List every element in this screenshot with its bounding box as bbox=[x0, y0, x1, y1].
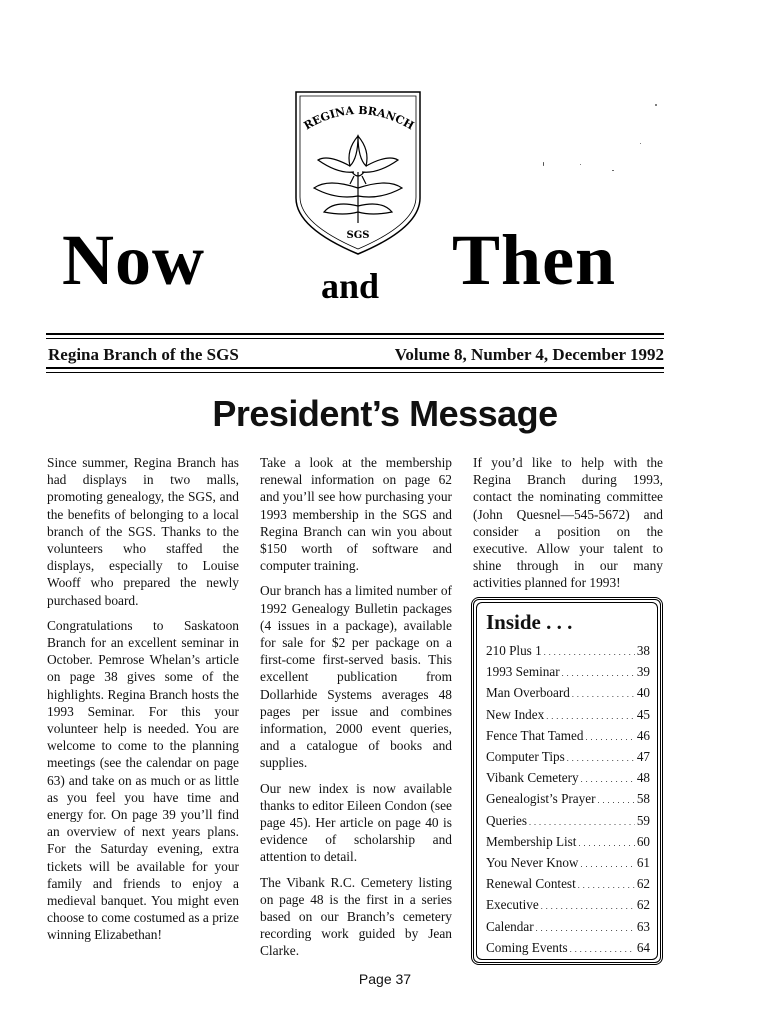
speck bbox=[655, 104, 657, 106]
toc-leader-dots bbox=[570, 938, 635, 959]
paragraph: Congratulations to Saskatoon Branch for an excellent seminar in October. Pemrose Whelan’s article on page 38 gives some of the highlights. Regina Branch hosts the 1993 Seminar. For this your volunteer help is needed. You are welcome to come to the planning meetings (see the calendar on page 63) and take on as much or as little as you feel you have time and energy for. On page 39 you’ll find an overview of next years plans. For the Saturday evening, extra tickets will be available for your family and friends to enjoy a medieval banquet. You might even choose to come costumed as a prize winning Elizabethan! bbox=[47, 617, 239, 943]
speck bbox=[580, 164, 581, 165]
toc-item bbox=[486, 789, 650, 810]
toc-item-title: Fence That Tamed bbox=[486, 727, 584, 743]
header-rule-bottom-thin bbox=[46, 372, 664, 373]
article-column-2 bbox=[260, 454, 452, 968]
toc-item-title: Computer Tips bbox=[486, 749, 565, 765]
toc-item-title: You Never Know bbox=[486, 855, 579, 871]
toc-item-page: 47 bbox=[636, 749, 650, 765]
toc-leader-dots bbox=[546, 705, 635, 726]
toc-leader-dots bbox=[585, 726, 634, 747]
paragraph: Take a look at the membership renewal information on page 62 and you’ll see how purchasing your 1993 membership in the SGS and Regina Branch can win you about $150 worth of software and computer training. bbox=[260, 455, 452, 574]
branch-name: Regina Branch of the SGS bbox=[48, 345, 239, 364]
paragraph: If you’d like to help with the Regina Branch during 1993, contact the nominating committee (John Quesnel—545-5672) and consider a position on the executive. Allow your talent to shine through in our many activities planned for 1993! bbox=[473, 455, 663, 591]
paragraph: Our new index is now available thanks to editor Eileen Condon (see page 45). Her article on page 40 is evidence of scholarship and attention to detail. bbox=[260, 780, 452, 865]
speck bbox=[640, 143, 641, 144]
toc-item bbox=[486, 832, 650, 853]
toc-leader-dots bbox=[578, 832, 634, 853]
masthead-and: and bbox=[321, 266, 380, 306]
toc-item-page: 58 bbox=[636, 791, 650, 807]
inside-title: Inside . . . bbox=[486, 610, 573, 634]
speck bbox=[612, 170, 614, 171]
toc-leader-dots bbox=[578, 874, 635, 895]
masthead-now: Now bbox=[62, 220, 205, 300]
toc-leader-dots bbox=[541, 895, 635, 916]
toc-leader-dots bbox=[572, 683, 635, 704]
toc-leader-dots bbox=[567, 747, 635, 768]
toc-item-title: Genealogist’s Prayer bbox=[486, 791, 596, 807]
toc-item bbox=[486, 853, 650, 874]
paragraph: Our branch has a limited number of 1992 Genealogy Bulletin packages (4 issues in a package), available for sale for $2 per package on a first-come first-served basis. This excellent publication from Dollarhide Systems averages 48 pages per issue and combines information, 2000 event queries, and a catalogue of books and supplies. bbox=[260, 583, 452, 771]
toc-leader-dots bbox=[562, 662, 635, 683]
toc-item-page: 39 bbox=[636, 664, 650, 680]
header-rule-bottom bbox=[46, 367, 664, 369]
toc-item-page: 60 bbox=[636, 833, 650, 849]
logo-top-text: REGINA BRANCH bbox=[301, 103, 417, 133]
toc-item bbox=[486, 641, 650, 662]
svg-text:REGINA BRANCH bbox=[302, 104, 417, 133]
toc-leader-dots bbox=[581, 768, 635, 789]
toc-item bbox=[486, 768, 650, 789]
toc-item-page: 59 bbox=[636, 812, 650, 828]
header-rule-top bbox=[46, 333, 664, 335]
toc-item bbox=[486, 895, 650, 916]
toc-item-page: 45 bbox=[636, 706, 650, 722]
toc-item bbox=[486, 917, 650, 938]
paragraph: The Vibank R.C. Cemetery listing on page 48 is the first in a series based on our Branch’s cemetery recording work guided by Jean Clarke. bbox=[260, 874, 452, 959]
toc-item bbox=[486, 662, 650, 683]
toc-item-title: 210 Plus 1 bbox=[486, 643, 542, 658]
inside-contents-box bbox=[471, 597, 663, 965]
toc-item-title: Vibank Cemetery bbox=[486, 770, 579, 786]
toc-item-title: Calendar bbox=[486, 918, 534, 934]
toc-item-page: 64 bbox=[636, 939, 650, 955]
toc-leader-dots bbox=[529, 811, 635, 832]
article-title: President’s Message bbox=[212, 393, 558, 434]
article-column-1 bbox=[47, 454, 239, 952]
toc-item bbox=[486, 705, 650, 726]
toc-item bbox=[486, 938, 650, 959]
toc-item bbox=[486, 811, 650, 832]
toc-item-page: 62 bbox=[636, 897, 650, 913]
table-of-contents bbox=[486, 641, 650, 959]
toc-item-title: Man Overboard bbox=[486, 685, 570, 701]
toc-item-title: Executive bbox=[486, 897, 539, 913]
toc-leader-dots bbox=[536, 917, 635, 938]
regina-branch-crest-icon bbox=[288, 88, 428, 258]
toc-item bbox=[486, 726, 650, 747]
toc-item-page: 46 bbox=[636, 727, 650, 743]
toc-item-title: Queries bbox=[486, 812, 528, 828]
header-rule-top-thin bbox=[46, 338, 664, 339]
toc-item-title: New Index bbox=[486, 706, 545, 722]
toc-item-page: 40 bbox=[636, 685, 650, 701]
toc-leader-dots bbox=[544, 641, 635, 662]
toc-item-title: Membership List bbox=[486, 833, 577, 849]
toc-item-page: 62 bbox=[636, 876, 650, 892]
toc-item-page: 38 bbox=[636, 643, 650, 658]
toc-item-page: 63 bbox=[636, 918, 650, 934]
page-number: Page 37 bbox=[358, 971, 412, 987]
toc-item-title: Coming Events bbox=[486, 939, 568, 955]
masthead-then: Then bbox=[452, 220, 617, 300]
toc-item-title: 1993 Seminar bbox=[486, 664, 560, 680]
paragraph: Since summer, Regina Branch has had displays in two malls, promoting genealogy, the SGS, and the benefits of belonging to a local branch of the SGS. Thanks to the volunteers who staffed the displays, especially to Louise Wooff who prepared the newly purchased board. bbox=[47, 455, 239, 608]
speck bbox=[543, 162, 544, 166]
article-column-3 bbox=[473, 454, 663, 600]
toc-item-title: Renewal Contest bbox=[486, 876, 576, 892]
toc-item-page: 61 bbox=[636, 855, 650, 871]
logo-bottom-text: SGS bbox=[346, 230, 370, 241]
toc-item bbox=[486, 747, 650, 768]
volume-issue: Volume 8, Number 4, December 1992 bbox=[394, 345, 664, 364]
toc-item bbox=[486, 874, 650, 895]
toc-leader-dots bbox=[580, 853, 634, 874]
toc-leader-dots bbox=[598, 789, 635, 810]
toc-item-page: 48 bbox=[636, 770, 650, 786]
toc-item bbox=[486, 683, 650, 704]
